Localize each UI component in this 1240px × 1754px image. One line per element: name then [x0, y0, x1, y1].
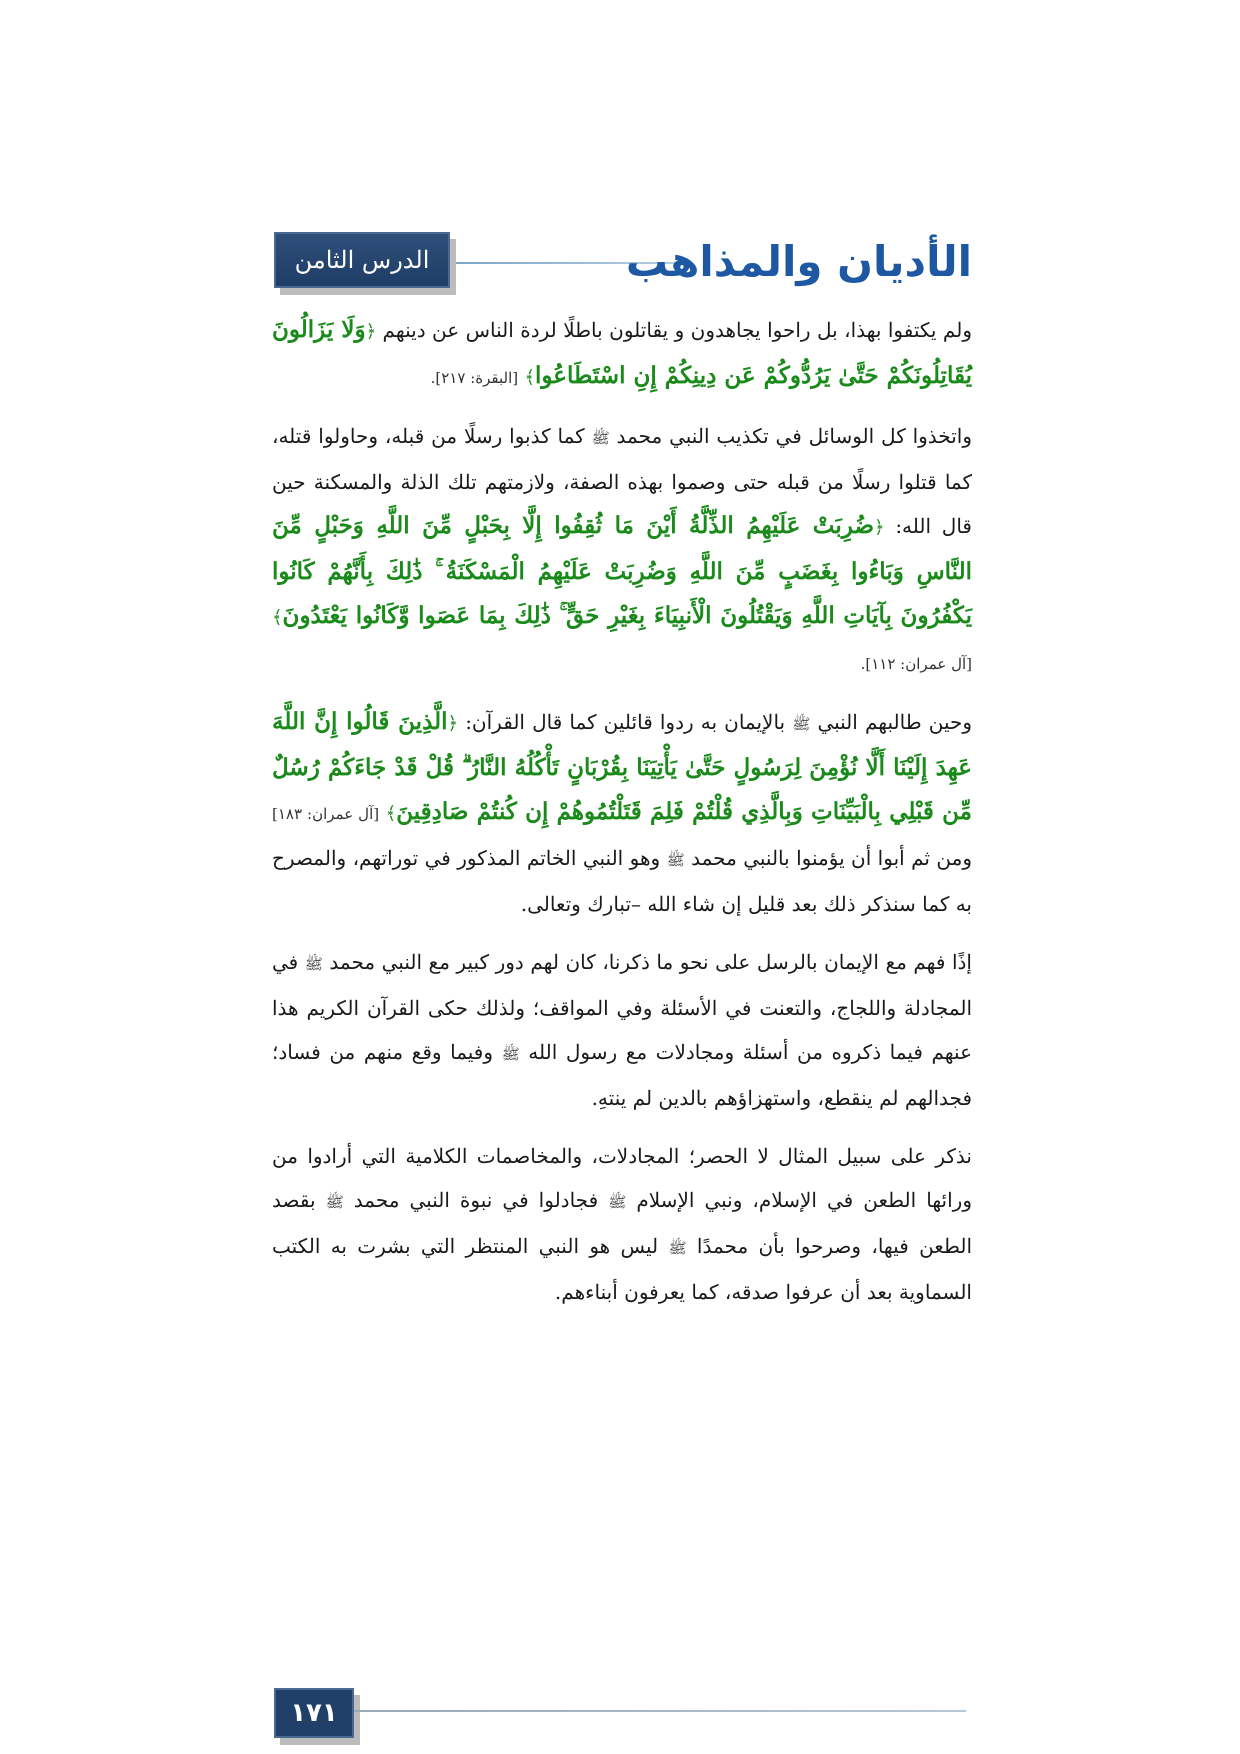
paragraph-4: إذًا فهم مع الإيمان بالرسل على نحو ما ذكرنا، كان لهم دور كبير مع النبي محمد ﷺ في المجادلة واللجاج، والتعنت في الأسئلة وفي المواقف؛ ولذلك حكى القرآن الكريم هذا عنهم فيما ذكروه من أسئلة ومجادلات مع رسول الله ﷺ وفيما وقع منهم من فساد؛ فجدالهم لم ينقطع، واستهزاؤهم بالدين لم ينتهِ. — [272, 950, 972, 1110]
salla-symbol: ﷺ — [325, 1193, 344, 1211]
salla-symbol: ﷺ — [591, 429, 610, 447]
paragraph-1: ولم يكتفوا بهذا، بل راحوا يجاهدون و يقاتلون باطلًا لردة الناس عن دينهم ﴿وَلَا يَزَالُونَ يُقَاتِلُونَكُمْ حَتَّىٰ يَرُدُّوكُمْ عَن دِينِكُمْ إِنِ اسْتَطَاعُوا﴾ [البقرة: ٢١٧]. — [272, 316, 972, 389]
salla-symbol: ﷺ — [668, 1239, 687, 1257]
page-body — [272, 308, 972, 1328]
paragraph-5: نذكر على سبيل المثال لا الحصر؛ المجادلات، والمخاصمات الكلامية التي أرادوا من ورائها الطعن في الإسلام، ونبي الإسلام ﷺ فجادلوا في نبوة النبي محمد ﷺ بقصد الطعن فيها، وصرحوا بأن محمدًا ﷺ ليس هو النبي المنتظر التي بشرت به الكتب السماوية بعد أن عرفوا صدقه، كما يعرفون أبناءهم. — [272, 1144, 972, 1304]
quran-verse: ضُرِبَتْ عَلَيْهِمُ الذِّلَّةُ أَيْنَ مَا ثُقِفُوا إِلَّا بِحَبْلٍ مِّنَ اللَّهِ وَحَبْلٍ مِّنَ النَّاسِ وَبَاءُوا بِغَضَبٍ مِّنَ اللَّهِ وَضُرِبَتْ عَلَيْهِمُ الْمَسْكَنَةُ ۚ ذَٰلِكَ بِأَنَّهُمْ كَانُوا يَكْفُرُونَ بِآيَاتِ اللَّهِ وَيَقْتُلُونَ الْأَنبِيَاءَ بِغَيْرِ حَقٍّ ۚ ذَٰلِكَ بِمَا عَصَوا وَّكَانُوا يَعْتَدُونَ — [272, 512, 972, 629]
lesson-label: الدرس الثامن — [274, 232, 450, 288]
quran-verse: وَلَا يَزَالُونَ يُقَاتِلُونَكُمْ حَتَّىٰ يَرُدُّوكُمْ عَن دِينِكُمْ إِنِ اسْتَطَاعُوا — [272, 316, 972, 389]
footer-divider — [354, 1710, 966, 1712]
salla-symbol: ﷺ — [501, 1045, 520, 1063]
salla-symbol: ﷺ — [608, 1193, 627, 1211]
page-footer — [274, 1688, 966, 1744]
book-title: الأديان والمذاهب — [625, 237, 972, 286]
salla-symbol: ﷺ — [792, 715, 811, 733]
verse-reference: [آل عمران: ١١٢]. — [860, 655, 972, 673]
verse-reference: [آل عمران: ١٨٣] — [272, 805, 380, 823]
salla-symbol: ﷺ — [304, 955, 323, 973]
page-number: ١٧١ — [274, 1688, 354, 1738]
salla-symbol: ﷺ — [666, 851, 685, 869]
verse-reference: [البقرة: ٢١٧]. — [430, 369, 519, 387]
paragraph-2: واتخذوا كل الوسائل في تكذيب النبي محمد ﷺ كما كذبوا رسلًا من قبله، وحاولوا قتله، كما قتلوا رسلًا من قبله حتى وصموا بهذه الصفة، ولازمتهم تلك الذلة والمسكنة حين قال الله: ﴿ضُرِبَتْ عَلَيْهِمُ الذِّلَّةُ أَيْنَ مَا ثُقِفُوا إِلَّا بِحَبْلٍ مِّنَ اللَّهِ وَحَبْلٍ مِّنَ النَّاسِ وَبَاءُوا بِغَضَبٍ مِّنَ اللَّهِ وَضُرِبَتْ عَلَيْهِمُ الْمَسْكَنَةُ ۚ ذَٰلِكَ بِأَنَّهُمْ كَانُوا يَكْفُرُونَ بِآيَاتِ اللَّهِ وَيَقْتُلُونَ الْأَنبِيَاءَ بِغَيْرِ حَقٍّ ۚ ذَٰلِكَ بِمَا عَصَوا وَّكَانُوا يَعْتَدُونَ﴾ [آل عمران: ١١٢]. — [272, 424, 972, 673]
page-header — [0, 232, 1240, 292]
quran-verse: الَّذِينَ قَالُوا إِنَّ اللَّهَ عَهِدَ إِلَيْنَا أَلَّا نُؤْمِنَ لِرَسُولٍ حَتَّىٰ يَأْتِيَنَا بِقُرْبَانٍ تَأْكُلُهُ النَّارُ ۗ قُلْ قَدْ جَاءَكُمْ رُسُلٌ مِّن قَبْلِي بِالْبَيِّنَاتِ وَبِالَّذِي قُلْتُمْ فَلِمَ قَتَلْتُمُوهُمْ إِن كُنتُمْ صَادِقِينَ — [272, 708, 972, 825]
paragraph-3: وحين طالبهم النبي ﷺ بالإيمان به ردوا قائلين كما قال القرآن: ﴿الَّذِينَ قَالُوا إِنَّ اللَّهَ عَهِدَ إِلَيْنَا أَلَّا نُؤْمِنَ لِرَسُولٍ حَتَّىٰ يَأْتِيَنَا بِقُرْبَانٍ تَأْكُلُهُ النَّارُ ۗ قُلْ قَدْ جَاءَكُمْ رُسُلٌ مِّن قَبْلِي بِالْبَيِّنَاتِ وَبِالَّذِي قُلْتُمْ فَلِمَ قَتَلْتُمُوهُمْ إِن كُنتُمْ صَادِقِينَ﴾ [آل عمران: ١٨٣] ومن ثم أبوا أن يؤمنوا بالنبي محمد ﷺ وهو النبي الخاتم المذكور في توراتهم، والمصرح به كما سنذكر ذلك بعد قليل إن شاء الله –تبارك وتعالى. — [272, 708, 972, 916]
